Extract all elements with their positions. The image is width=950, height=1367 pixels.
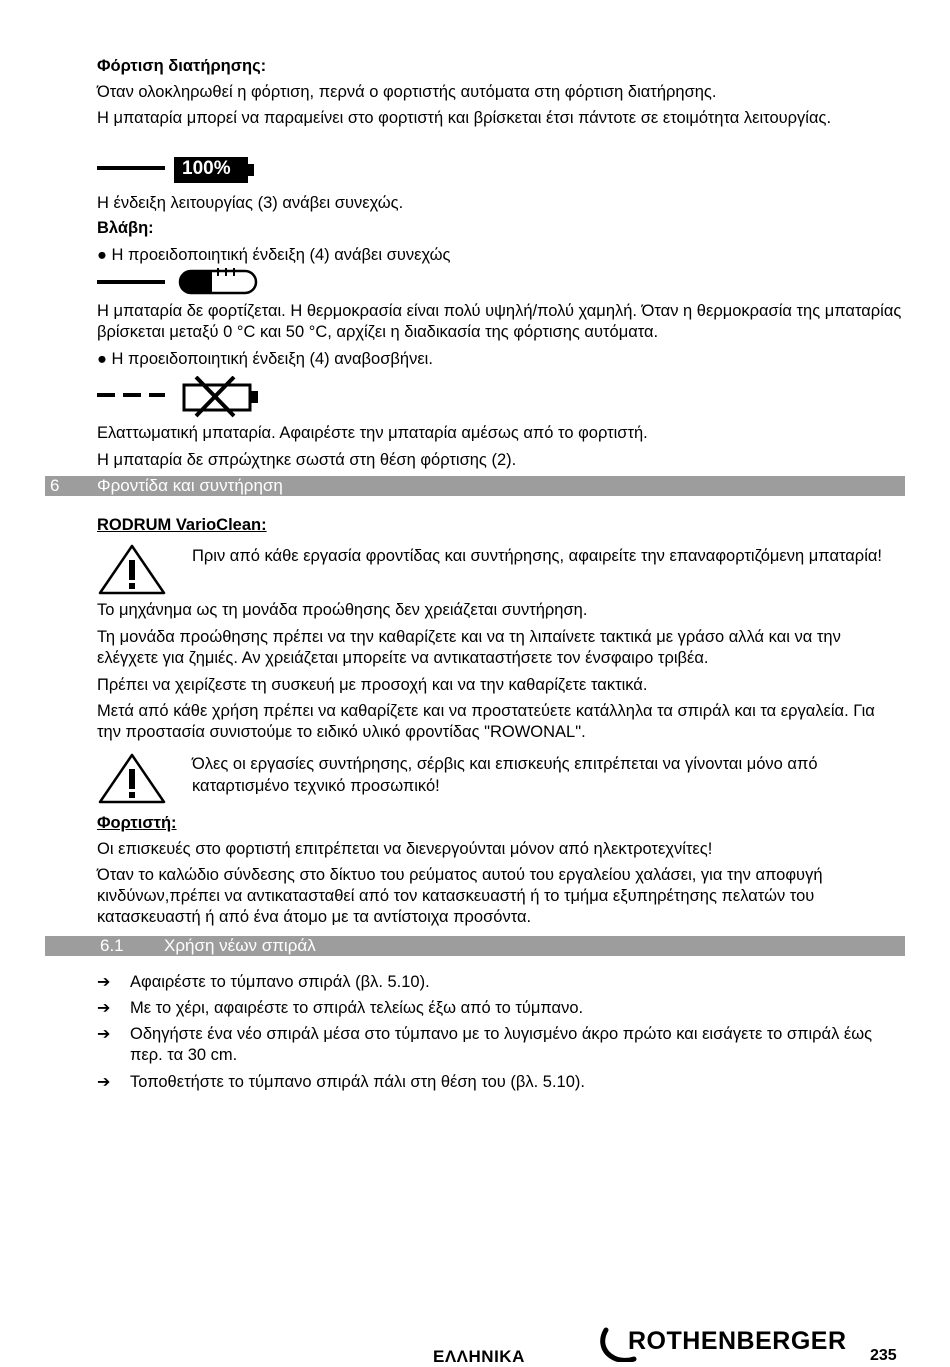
paragraph: Όταν το καλώδιο σύνδεσης στο δίκτυο του ρεύματος αυτού του εργαλείου χαλάσει, για την αποφυγή κινδύνων,πρέπει να αντικατασταθεί από τον κατασκευαστή ή το τμήμα εξυπηρέτησης πελατών του κατασκευαστή ή από ένα άτομο με τα αντίστοιχα προσόντα. <box>97 866 823 926</box>
maintenance-charge-heading: Φόρτιση διατήρησης: <box>97 57 267 75</box>
battery-full-icon <box>174 157 256 188</box>
section-title: Φροντίδα και συντήρηση <box>97 476 283 495</box>
arrow-right-icon: ➔ <box>97 1000 111 1017</box>
section-number: 6 <box>50 476 60 495</box>
section-heading-6-1 <box>45 936 905 956</box>
paragraph: Μετά από κάθε χρήση πρέπει να καθαρίζετε και να προστατεύετε κατάλληλα τα σπιράλ και τα εργαλεία. Για την προστασία συνιστούμε το ειδικό υλικό φροντίδας "ROWONAL". <box>97 702 875 741</box>
list-item-text: Αφαιρέστε το τύμπανο σπιράλ (βλ. 5.10). <box>130 973 430 991</box>
warning-triangle-icon <box>97 752 167 809</box>
indicator-blinking-line <box>97 393 167 397</box>
page-number: 235 <box>870 1347 897 1364</box>
warning-triangle-icon <box>97 543 167 600</box>
footer-language: ΕΛΛΗΝΙΚΑ <box>433 1347 525 1366</box>
battery-temperature-icon <box>176 268 262 301</box>
section-heading-6 <box>45 476 905 496</box>
warning-text: Όλες οι εργασίες συντήρησης, σέρβις και επισκευής επιτρέπεται να γίνονται μόνο από καταρτισμένο τεχνικό προσωπικό! <box>192 755 818 795</box>
warning-text: Πριν από κάθε εργασία φροντίδας και συντήρησης, αφαιρείτε την επαναφορτιζόμενη μπαταρία! <box>192 547 882 565</box>
list-item-text: Οδηγήστε ένα νέο σπιράλ μέσα στο τύμπανο με το λυγισμένο άκρο πρώτο και εισάγετε το σπιράλ έως περ. τα 30 cm. <box>130 1025 873 1064</box>
arrow-right-icon: ➔ <box>97 1074 111 1091</box>
indicator-steady-line <box>97 280 165 284</box>
section-title: Χρήση νέων σπιράλ <box>164 936 316 955</box>
indicator-steady-line <box>97 166 165 170</box>
list-item <box>97 998 902 1019</box>
list-item-text: Τοποθετήστε το τύμπανο σπιράλ πάλι στη θέση του (βλ. 5.10). <box>130 1073 585 1091</box>
battery-label: 100% <box>182 158 231 179</box>
list-item <box>97 1072 902 1093</box>
brand-logo: ROTHENBERGER <box>628 1327 847 1355</box>
paragraph: Η μπαταρία μπορεί να παραμείνει στο φορτιστή και βρίσκεται έτσι πάντοτε σε ετοιμότητα λειτουργίας. <box>97 109 832 127</box>
paragraph: Όταν ολοκληρωθεί η φόρτιση, περνά ο φορτιστής αυτόματα στη φόρτιση διατήρησης. <box>97 83 717 101</box>
list-item <box>97 972 902 993</box>
arrow-right-icon: ➔ <box>97 1026 111 1043</box>
paragraph: Το μηχάνημα ως τη μονάδα προώθησης δεν χρειάζεται συντήρηση. <box>97 601 588 619</box>
paragraph: Η μπαταρία δε σπρώχτηκε σωστά στη θέση φόρτισης (2). <box>97 451 517 469</box>
paragraph: Τη μονάδα προώθησης πρέπει να την καθαρίζετε και να τη λιπαίνετε τακτικά με γράσο αλλά και να την ελέγχετε για ζημιές. Αν χρειάζεται μπορείτε να αντικαταστήσετε τον ένσφαιρο τριβέα. <box>97 628 841 667</box>
paragraph: Ελαττωματική μπαταρία. Αφαιρέστε την μπαταρία αμέσως από το φορτιστή. <box>97 424 648 442</box>
list-item <box>97 1024 902 1066</box>
section-number: 6.1 <box>100 936 124 955</box>
paragraph: Οι επισκευές στο φορτιστή επιτρέπεται να διενεργούνται μόνον από ηλεκτροτεχνίτες! <box>97 840 713 858</box>
bullet-item: ● Η προειδοποιητική ένδειξη (4) ανάβει συνεχώς <box>97 246 451 264</box>
list-item-text: Με το χέρι, αφαιρέστε το σπιράλ τελείως έξω από το τύμπανο. <box>130 999 584 1017</box>
paragraph: Η μπαταρία δε φορτίζεται. Η θερμοκρασία είναι πολύ υψηλή/πολύ χαμηλή. Όταν η θερμοκρασία της μπαταρίας βρίσκεται μεταξύ 0 °C και 50 °C, αρχίζει η διαδικασία της φόρτισης αυτόματα. <box>97 302 902 341</box>
charger-heading: Φορτιστή: <box>97 814 177 832</box>
battery-defect-icon <box>182 376 264 423</box>
fault-heading: Βλάβη: <box>97 219 154 237</box>
rodrum-heading: RODRUM VarioClean: <box>97 516 267 534</box>
paragraph: Πρέπει να χειρίζεστε τη συσκευή με προσοχή και να την καθαρίζετε τακτικά. <box>97 676 648 694</box>
paragraph: Η ένδειξη λειτουργίας (3) ανάβει συνεχώς. <box>97 194 404 212</box>
arrow-right-icon: ➔ <box>97 974 111 991</box>
bullet-item: ● Η προειδοποιητική ένδειξη (4) αναβοσβήνει. <box>97 350 433 368</box>
